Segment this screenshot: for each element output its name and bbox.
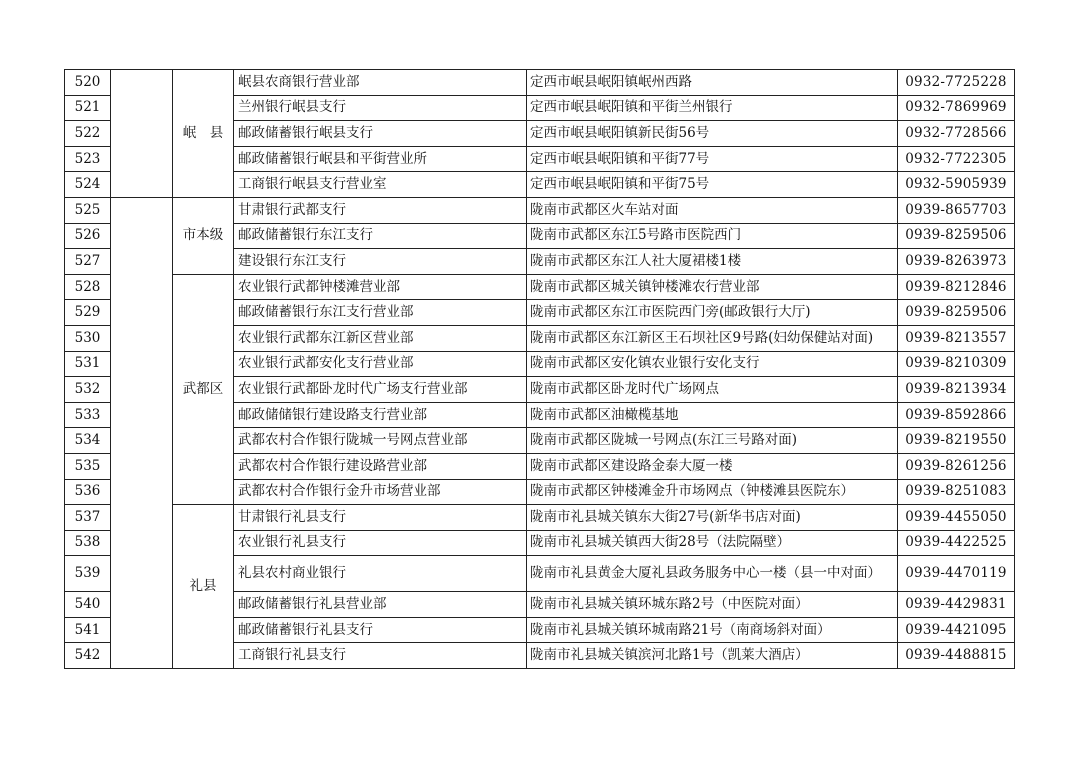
- bank-address: 陇南市武都区建设路金泰大厦一楼: [527, 453, 898, 479]
- bank-phone: 0932-7869969: [898, 95, 1015, 121]
- bank-address: 陇南市礼县城关镇环城南路21号（南商场斜对面）: [527, 617, 898, 643]
- row-number: 541: [65, 617, 111, 643]
- county-cell-lixian: 礼县: [173, 505, 234, 669]
- bank-name: 农业银行武都安化支行营业部: [234, 351, 527, 377]
- row-number: 539: [65, 556, 111, 592]
- row-number: 524: [65, 172, 111, 198]
- bank-name: 邮政储蓄银行岷县支行: [234, 121, 527, 147]
- row-number: 538: [65, 530, 111, 556]
- bank-address: 陇南市礼县城关镇西大街28号（法院隔壁）: [527, 530, 898, 556]
- bank-phone: 0939-8592866: [898, 402, 1015, 428]
- bank-phone: 0932-7725228: [898, 70, 1015, 96]
- bank-phone: 0939-8259506: [898, 300, 1015, 326]
- bank-phone: 0939-4429831: [898, 592, 1015, 618]
- bank-address: 陇南市礼县城关镇环城东路2号（中医院对面）: [527, 592, 898, 618]
- row-number: 523: [65, 146, 111, 172]
- bank-phone: 0939-4422525: [898, 530, 1015, 556]
- bank-address: 陇南市武都区城关镇钟楼滩农行营业部: [527, 274, 898, 300]
- bank-name: 岷县农商银行营业部: [234, 70, 527, 96]
- bank-name: 武都农村合作银行陇城一号网点营业部: [234, 428, 527, 454]
- bank-name: 农业银行武都卧龙时代广场支行营业部: [234, 377, 527, 403]
- bank-name: 武都农村合作银行建设路营业部: [234, 453, 527, 479]
- row-number: 540: [65, 592, 111, 618]
- bank-phone: 0939-8261256: [898, 453, 1015, 479]
- bank-name: 邮政储蓄银行东江支行: [234, 223, 527, 249]
- row-number: 528: [65, 274, 111, 300]
- bank-address: 陇南市武都区安化镇农业银行安化支行: [527, 351, 898, 377]
- bank-phone: 0939-8219550: [898, 428, 1015, 454]
- bank-address: 定西市岷县岷阳镇和平街75号: [527, 172, 898, 198]
- table-row: [65, 70, 1015, 96]
- bank-phone: 0932-7722305: [898, 146, 1015, 172]
- row-number: 530: [65, 325, 111, 351]
- row-number: 533: [65, 402, 111, 428]
- bank-phone: 0939-4470119: [898, 556, 1015, 592]
- bank-name: 邮政储蓄银行礼县支行: [234, 617, 527, 643]
- bank-name: 甘肃银行武都支行: [234, 197, 527, 223]
- bank-name: 邮政储蓄银行东江支行营业部: [234, 300, 527, 326]
- bank-address: 陇南市武都区东江新区王石坝社区9号路(妇幼保健站对面): [527, 325, 898, 351]
- row-number: 529: [65, 300, 111, 326]
- bank-name: 工商银行礼县支行: [234, 643, 527, 669]
- row-number: 525: [65, 197, 111, 223]
- county-cell-wuduqu: 武都区: [173, 274, 234, 504]
- bank-phone: 0939-4488815: [898, 643, 1015, 669]
- table-row: [65, 197, 1015, 223]
- county-cell-minxian: 岷 县: [173, 70, 234, 198]
- bank-address: 定西市岷县岷阳镇岷州西路: [527, 70, 898, 96]
- bank-address: 陇南市武都区火车站对面: [527, 197, 898, 223]
- bank-phone: 0932-5905939: [898, 172, 1015, 198]
- bank-address: 定西市岷县岷阳镇新民街56号: [527, 121, 898, 147]
- city-cell: [111, 70, 173, 198]
- bank-phone: 0939-8210309: [898, 351, 1015, 377]
- bank-phone: 0939-8213934: [898, 377, 1015, 403]
- bank-phone: 0939-8212846: [898, 274, 1015, 300]
- bank-phone: 0939-8263973: [898, 249, 1015, 275]
- bank-address: 陇南市武都区东江人社大厦裙楼1楼: [527, 249, 898, 275]
- bank-name: 甘肃银行礼县支行: [234, 505, 527, 531]
- bank-name: 农业银行礼县支行: [234, 530, 527, 556]
- bank-name: 建设银行东江支行: [234, 249, 527, 275]
- bank-phone: 0939-4421095: [898, 617, 1015, 643]
- row-number: 542: [65, 643, 111, 669]
- bank-phone: 0932-7728566: [898, 121, 1015, 147]
- row-number: 531: [65, 351, 111, 377]
- row-number: 532: [65, 377, 111, 403]
- bank-name: 邮政储储银行建设路支行营业部: [234, 402, 527, 428]
- table-row: [65, 274, 1015, 300]
- bank-address: 定西市岷县岷阳镇和平街兰州银行: [527, 95, 898, 121]
- bank-name: 农业银行武都钟楼滩营业部: [234, 274, 527, 300]
- bank-name: 邮政储蓄银行礼县营业部: [234, 592, 527, 618]
- row-number: 520: [65, 70, 111, 96]
- bank-address: 陇南市礼县城关镇东大街27号(新华书店对面): [527, 505, 898, 531]
- row-number: 536: [65, 479, 111, 505]
- bank-address: 陇南市礼县城关镇滨河北路1号（凯莱大酒店）: [527, 643, 898, 669]
- bank-address: 陇南市武都区钟楼滩金升市场网点（钟楼滩县医院东）: [527, 479, 898, 505]
- table-row: [65, 505, 1015, 531]
- bank-phone: 0939-4455050: [898, 505, 1015, 531]
- row-number: 522: [65, 121, 111, 147]
- row-number: 526: [65, 223, 111, 249]
- bank-address: 定西市岷县岷阳镇和平街77号: [527, 146, 898, 172]
- bank-phone: 0939-8213557: [898, 325, 1015, 351]
- bank-name: 邮政储蓄银行岷县和平街营业所: [234, 146, 527, 172]
- bank-name: 兰州银行岷县支行: [234, 95, 527, 121]
- row-number: 534: [65, 428, 111, 454]
- bank-address: 陇南市武都区油橄榄基地: [527, 402, 898, 428]
- bank-address: 陇南市武都区卧龙时代广场网点: [527, 377, 898, 403]
- row-number: 535: [65, 453, 111, 479]
- bank-name: 武都农村合作银行金升市场营业部: [234, 479, 527, 505]
- bank-name: 礼县农村商业银行: [234, 556, 527, 592]
- bank-directory-table: [64, 69, 1015, 669]
- bank-address: 陇南市武都区东江5号路市医院西门: [527, 223, 898, 249]
- bank-phone: 0939-8251083: [898, 479, 1015, 505]
- bank-phone: 0939-8259506: [898, 223, 1015, 249]
- bank-address: 陇南市武都区东江市医院西门旁(邮政银行大厅): [527, 300, 898, 326]
- county-cell-shibenji: 市本级: [173, 197, 234, 274]
- row-number: 521: [65, 95, 111, 121]
- bank-address: 陇南市礼县黄金大厦礼县政务服务中心一楼（县一中对面）: [527, 556, 898, 592]
- bank-address: 陇南市武都区陇城一号网点(东江三号路对面): [527, 428, 898, 454]
- city-cell: [111, 197, 173, 668]
- row-number: 527: [65, 249, 111, 275]
- bank-phone: 0939-8657703: [898, 197, 1015, 223]
- bank-name: 农业银行武都东江新区营业部: [234, 325, 527, 351]
- row-number: 537: [65, 505, 111, 531]
- bank-name: 工商银行岷县支行营业室: [234, 172, 527, 198]
